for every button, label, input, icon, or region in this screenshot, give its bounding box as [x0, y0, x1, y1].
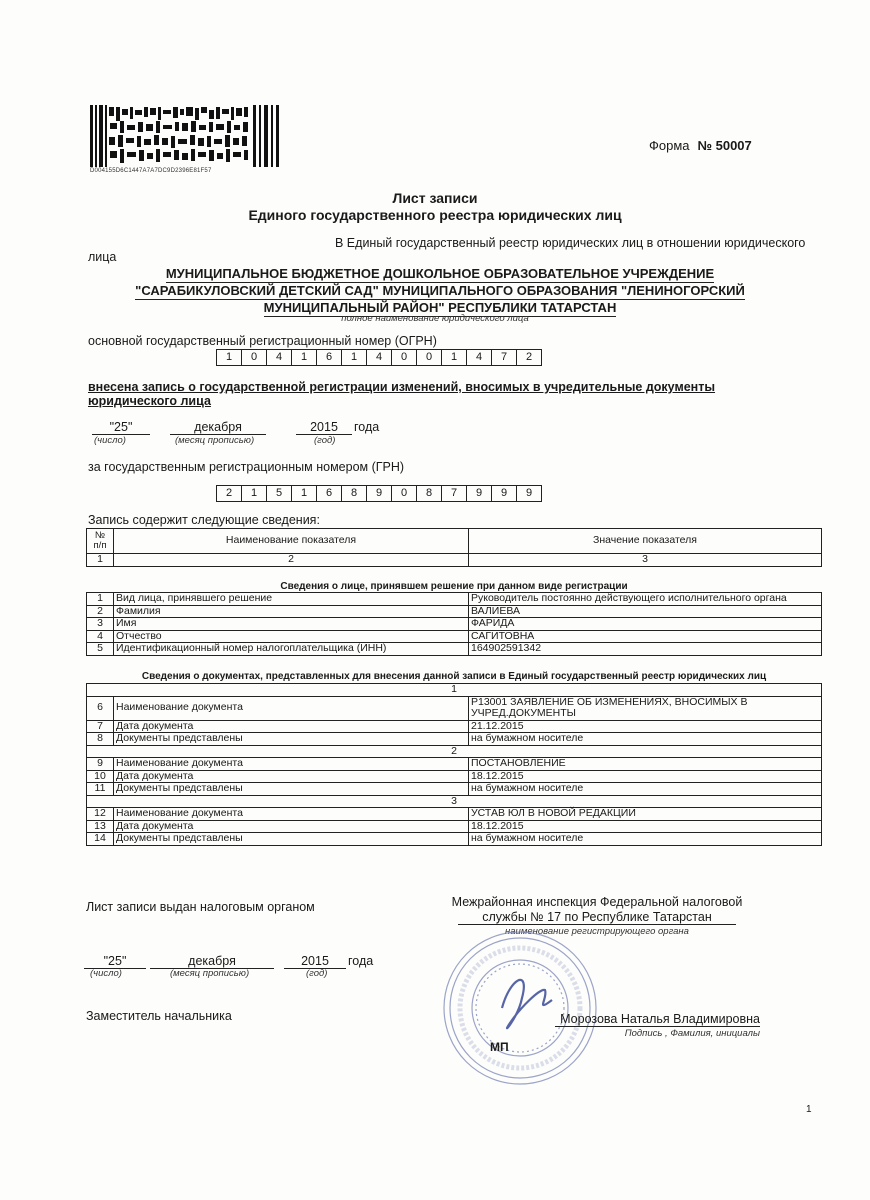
table-row [87, 758, 822, 771]
row-number: 3 [87, 618, 114, 631]
row-name: Наименование документа [114, 758, 469, 771]
ogrn-digit: 1 [291, 349, 317, 366]
row-name: Документы представлены [114, 733, 469, 746]
official-stamp-image [440, 928, 600, 1088]
row-number: 14 [87, 833, 114, 846]
date1-year: 2015 [296, 420, 352, 435]
section2-table [86, 683, 822, 846]
table-row [87, 783, 822, 796]
section1-title: Сведения о лице, принявшем решение при данном виде регистрации [280, 581, 628, 592]
ogrn-digit: 0 [241, 349, 267, 366]
grn-digit: 2 [216, 485, 242, 502]
row-value: Р13001 ЗАЯВЛЕНИЕ ОБ ИЗМЕНЕНИЯХ, ВНОСИМЫХ В УЧРЕД.ДОКУМЕНТЫ [469, 696, 822, 720]
row-number: 2 [87, 605, 114, 618]
ogrn-digit: 0 [416, 349, 442, 366]
row-number: 13 [87, 820, 114, 833]
row-number: 1 [87, 593, 114, 606]
date2-cap-month: (месяц прописью) [170, 968, 250, 979]
contains-label: Запись содержит следующие сведения: [88, 513, 320, 527]
date2-year: 2015 [284, 954, 346, 969]
header-table [86, 528, 822, 567]
table-row [87, 808, 822, 821]
intro-text-cont: лица [88, 250, 117, 264]
date2-cap-year: (год) [306, 968, 328, 979]
date1-cap-day: (число) [94, 435, 126, 446]
group-header-row [87, 795, 822, 808]
group-label: 2 [87, 745, 822, 758]
group-label: 3 [87, 795, 822, 808]
row-name: Документы представлены [114, 783, 469, 796]
grn-digit: 9 [466, 485, 492, 502]
row-name: Идентификационный номер налогоплательщика (ИНН) [114, 643, 469, 656]
row-value: ВАЛИЕВА [469, 605, 822, 618]
date1-cap-month: (месяц прописью) [175, 435, 255, 446]
row-number: 5 [87, 643, 114, 656]
stamp-place-mp: МП [490, 1040, 509, 1054]
table-row [87, 593, 822, 606]
row-number: 4 [87, 630, 114, 643]
row-value: Руководитель постоянно действующего исполнительного органа [469, 593, 822, 606]
row-value: 21.12.2015 [469, 720, 822, 733]
table-row [87, 696, 822, 720]
date1-cap-year: (год) [314, 435, 336, 446]
grn-digit: 6 [316, 485, 342, 502]
group-header-row [87, 684, 822, 697]
row-name: Отчество [114, 630, 469, 643]
doc-subtitle: Единого государственного реестра юридических лиц [248, 207, 622, 223]
section1-table [86, 592, 822, 656]
date2-cap-day: (число) [90, 968, 122, 979]
row-value: 18.12.2015 [469, 770, 822, 783]
row-number: 10 [87, 770, 114, 783]
grn-digit: 9 [491, 485, 517, 502]
entity-caption: полное наименование юридического лица [341, 313, 529, 324]
date1-month: декабря [170, 420, 266, 435]
row-value: УСТАВ ЮЛ В НОВОЙ РЕДАКЦИИ [469, 808, 822, 821]
doc-title: Лист записи [392, 190, 478, 206]
row-value: на бумажном носителе [469, 783, 822, 796]
table-row [87, 643, 822, 656]
page-number: 1 [806, 1104, 812, 1115]
ogrn-digit: 6 [316, 349, 342, 366]
row-value: на бумажном носителе [469, 733, 822, 746]
group-label: 1 [87, 684, 822, 697]
table-row [87, 770, 822, 783]
table-row [87, 618, 822, 631]
row-name: Фамилия [114, 605, 469, 618]
row-number: 7 [87, 720, 114, 733]
row-value: на бумажном носителе [469, 833, 822, 846]
form-number: Форма № 50007 [649, 138, 752, 153]
group-header-row [87, 745, 822, 758]
table-row [87, 605, 822, 618]
table-row [87, 733, 822, 746]
row-number: 12 [87, 808, 114, 821]
signer-caption: Подпись , Фамилия, инициалы [624, 1028, 760, 1039]
table-row [87, 833, 822, 846]
grn-digit: 0 [391, 485, 417, 502]
row-number: 11 [87, 783, 114, 796]
ogrn-cells [216, 349, 541, 366]
ogrn-digit: 1 [216, 349, 242, 366]
header-num-1: 1 [87, 554, 114, 567]
row-name: Наименование документа [114, 808, 469, 821]
ogrn-digit: 0 [391, 349, 417, 366]
grn-digit: 8 [416, 485, 442, 502]
row-name: Дата документа [114, 720, 469, 733]
entity-name: МУНИЦИПАЛЬНОЕ БЮДЖЕТНОЕ ДОШКОЛЬНОЕ ОБРАЗОВАТЕЛЬНОЕ УЧРЕЖДЕНИЕ "САРАБИКУЛОВСКИЙ ДЕТСКИЙ САД" МУНИЦИПАЛЬНОГО ОБРАЗОВАНИЯ "ЛЕНИНОГОРСКИЙ МУНИЦИПАЛЬНЫЙ РАЙОН" РЕСПУБЛИКИ ТАТАРСТАН [135, 266, 745, 315]
row-name: Наименование документа [114, 696, 469, 720]
row-name: Дата документа [114, 820, 469, 833]
grn-digit: 1 [291, 485, 317, 502]
row-number: 6 [87, 696, 114, 720]
ogrn-digit: 4 [366, 349, 392, 366]
ogrn-digit: 4 [466, 349, 492, 366]
row-name: Имя [114, 618, 469, 631]
entry-text-cont: юридического лица [88, 394, 211, 408]
issued-org-line2: службы № 17 по Республике Татарстан [412, 910, 782, 924]
barcode-code: D004155D6C1447A7A7DC9D2396E81F57 [90, 168, 212, 174]
row-value: ФАРИДА [469, 618, 822, 631]
row-value: 18.12.2015 [469, 820, 822, 833]
header-num-2: 2 [114, 554, 469, 567]
row-number: 9 [87, 758, 114, 771]
date2-day: "25" [84, 954, 146, 969]
grn-cells [216, 485, 541, 502]
issued-org-caption: наименование регистрирующего органа [505, 926, 689, 937]
row-number: 8 [87, 733, 114, 746]
row-value: САГИТОВНА [469, 630, 822, 643]
header-col-name: Наименование показателя [114, 529, 469, 554]
signer-name: Морозова Наталья Владимировна [555, 1012, 760, 1027]
row-name: Вид лица, принявшего решение [114, 593, 469, 606]
ogrn-digit: 2 [516, 349, 542, 366]
issued-org-line1: Межрайонная инспекция Федеральной налоговой [451, 895, 743, 909]
table-row [87, 820, 822, 833]
table-row [87, 630, 822, 643]
intro-text: В Единый государственный реестр юридических лиц в отношении юридического [335, 236, 806, 250]
grn-digit: 7 [441, 485, 467, 502]
header-num-3: 3 [469, 554, 822, 567]
row-name: Дата документа [114, 770, 469, 783]
barcode-image [90, 105, 280, 167]
ogrn-digit: 7 [491, 349, 517, 366]
grn-digit: 5 [266, 485, 292, 502]
grn-digit: 9 [366, 485, 392, 502]
signer-position: Заместитель начальника [86, 1009, 232, 1023]
row-name: Документы представлены [114, 833, 469, 846]
grn-label: за государственным регистрационным номером (ГРН) [88, 460, 405, 474]
date2-month: декабря [150, 954, 274, 969]
entry-text: внесена запись о государственной регистрации изменений, вносимых в учредительные документы [88, 380, 716, 394]
grn-digit: 8 [341, 485, 367, 502]
section2-title: Сведения о документах, представленных для внесения данной записи в Единый государственный реестр юридических лиц [141, 671, 767, 682]
header-col-num: № п/п [87, 529, 114, 554]
ogrn-digit: 1 [341, 349, 367, 366]
ogrn-digit: 4 [266, 349, 292, 366]
grn-digit: 1 [241, 485, 267, 502]
grn-digit: 9 [516, 485, 542, 502]
header-col-value: Значение показателя [469, 529, 822, 554]
date2-suffix: года [348, 954, 374, 968]
ogrn-label: основной государственный регистрационный номер (ОГРН) [88, 334, 437, 348]
issued-label: Лист записи выдан налоговым органом [86, 900, 315, 914]
row-value: 164902591342 [469, 643, 822, 656]
date1-day: "25" [92, 420, 150, 435]
ogrn-digit: 1 [441, 349, 467, 366]
row-value: ПОСТАНОВЛЕНИЕ [469, 758, 822, 771]
table-row [87, 720, 822, 733]
date1-suffix: года [354, 420, 380, 434]
